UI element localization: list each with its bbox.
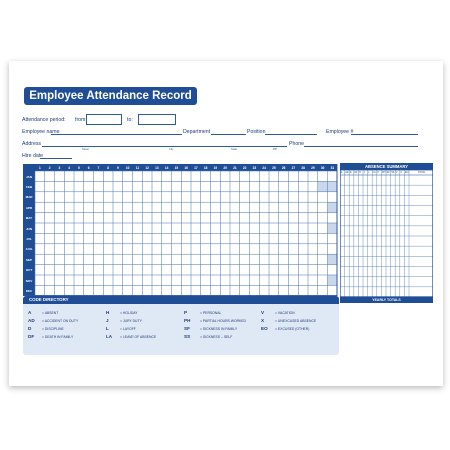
attendance-period-label: Attendance period: — [22, 117, 66, 123]
code-description: = JURY DUTY — [120, 318, 142, 323]
code-directory-title: CODE DIRECTORY — [23, 296, 339, 304]
day-number: 4 — [68, 165, 71, 170]
day-number: 22 — [242, 165, 247, 170]
day-number: 11 — [135, 165, 140, 170]
month-label: JUN — [25, 226, 32, 231]
absence-column-label: A — [340, 170, 343, 174]
hire-date-field[interactable] — [40, 158, 72, 159]
month-label: JUL — [26, 237, 32, 241]
month-label: NOV — [25, 278, 33, 283]
absence-column-label: EO — [405, 170, 409, 174]
day-number: 14 — [164, 165, 169, 170]
day-number: 23 — [252, 165, 257, 170]
absence-summary-grid — [340, 170, 433, 297]
code-abbreviation: A — [28, 310, 32, 315]
department-label: Department — [183, 129, 211, 135]
month-label: DEC — [25, 289, 33, 293]
absence-column-label: SF — [386, 170, 390, 174]
day-number: 5 — [78, 165, 80, 170]
code-abbreviation: EO — [261, 326, 268, 331]
attendance-grid — [23, 164, 338, 296]
day-number: 13 — [155, 165, 159, 170]
code-abbreviation: PH — [184, 318, 191, 323]
absence-summary-title: ABSENCE SUMMARY — [340, 163, 433, 170]
from-label: from: — [75, 117, 87, 123]
month-label: SEP — [25, 257, 32, 262]
day-number: 28 — [301, 165, 305, 170]
day-number: 17 — [194, 165, 198, 170]
day-number: 29 — [311, 165, 315, 170]
day-number: 24 — [262, 165, 266, 170]
day-number: 31 — [330, 165, 335, 170]
day-number: 7 — [97, 165, 100, 170]
phone-field[interactable] — [304, 146, 418, 147]
month-label: MAR — [25, 195, 33, 200]
day-number: 21 — [233, 165, 237, 170]
city-caption: City — [169, 148, 174, 151]
day-number: 8 — [107, 165, 110, 170]
address-label: Address — [22, 141, 42, 147]
code-abbreviation: X — [261, 318, 265, 323]
code-description: = SICKNESS – SELF — [200, 334, 233, 339]
to-label: to: — [127, 117, 133, 123]
code-directory-box — [23, 296, 339, 355]
day-number: 1 — [39, 165, 41, 170]
code-description: = VACATION — [275, 310, 295, 315]
absence-column-label: AD — [345, 170, 349, 174]
to-date-field[interactable] — [138, 114, 176, 125]
code-description: = ABSENT — [42, 310, 59, 315]
month-label: JAN — [25, 174, 32, 179]
month-label: OCT — [25, 268, 33, 273]
day-number: 20 — [223, 165, 227, 170]
employee-name-label: Employee name — [22, 129, 60, 135]
code-abbreviation: DF — [28, 334, 35, 339]
state-caption: State — [231, 148, 238, 151]
zip-caption: ZIP — [273, 148, 278, 151]
month-label: AUG — [25, 247, 33, 252]
form-title: Employee Attendance Record — [24, 87, 197, 105]
code-description: = UNEXCUSED ABSENCE — [275, 318, 317, 323]
absence-column-label: V — [395, 170, 398, 174]
phone-label: Phone — [289, 141, 305, 147]
employee-number-label: Employee # — [326, 129, 354, 135]
code-abbreviation: D — [28, 326, 32, 331]
day-number: 19 — [213, 165, 218, 170]
code-description: = DEATH IN FAMILY — [42, 334, 74, 339]
day-number: 6 — [87, 165, 90, 170]
code-abbreviation: SS — [184, 334, 191, 339]
absence-column-label: PH — [382, 170, 386, 174]
absence-column-label: J — [363, 170, 365, 174]
day-number: 30 — [320, 165, 325, 170]
code-abbreviation: SF — [184, 326, 190, 331]
code-abbreviation: J — [106, 318, 109, 323]
code-description: = PERSONAL — [200, 310, 222, 315]
day-number: 2 — [48, 165, 51, 170]
absence-column-label: DF — [354, 170, 358, 174]
code-description: = PARTIAL HOURS WORKED — [200, 318, 247, 323]
attendance-form-sheet — [9, 61, 443, 386]
yearly-totals-label: YEARLY TOTALS — [340, 297, 433, 303]
code-description: = SICKNESS IN FAMILY — [200, 326, 238, 331]
month-label: APR — [25, 205, 33, 210]
day-number: 9 — [117, 165, 119, 170]
absence-column-label: P — [377, 170, 379, 174]
hire-date-label: Hire date — [22, 153, 44, 159]
code-description: = DISCIPLINE — [42, 326, 64, 331]
position-label: Position — [247, 129, 266, 135]
address-field[interactable] — [42, 146, 287, 147]
day-number: 3 — [58, 165, 61, 170]
code-abbreviation: AD — [28, 318, 35, 323]
absence-column-label: H — [359, 170, 361, 174]
code-description: = EXCUSED (OTHER) — [275, 326, 310, 331]
absence-column-label: L — [368, 170, 370, 174]
code-description: = HOLIDAY — [120, 310, 138, 315]
code-abbreviation: P — [184, 310, 188, 315]
code-abbreviation: H — [106, 310, 110, 315]
day-number: 18 — [203, 165, 208, 170]
code-abbreviation: L — [106, 326, 109, 331]
code-description: = LEAVE OF ABSENCE — [120, 334, 157, 339]
absence-column-label: TOTAL — [418, 170, 426, 174]
day-number: 15 — [174, 165, 179, 170]
absence-column-label: X — [400, 170, 402, 174]
department-field[interactable] — [211, 134, 246, 135]
employee-number-field[interactable] — [351, 134, 418, 135]
day-number: 10 — [125, 165, 130, 170]
code-abbreviation: V — [261, 310, 265, 315]
absence-column-label: SS — [391, 170, 395, 174]
position-field[interactable] — [265, 134, 317, 135]
day-number: 12 — [145, 165, 149, 170]
from-date-field[interactable] — [86, 114, 122, 125]
month-label: FEB — [26, 185, 32, 189]
absence-column-label: LA — [372, 170, 376, 174]
month-label: MAY — [25, 216, 33, 221]
code-abbreviation: LA — [106, 334, 113, 339]
code-description: = ACCIDENT ON DUTY — [42, 318, 79, 323]
attendance-grid-lines — [23, 164, 338, 296]
employee-name-field[interactable] — [51, 134, 182, 135]
day-number: 25 — [272, 165, 276, 170]
street-caption: Street — [82, 148, 89, 151]
day-number: 27 — [291, 165, 296, 170]
absence-column-label: D — [349, 170, 352, 174]
code-description: = LAYOFF — [120, 326, 136, 331]
day-number: 26 — [281, 165, 286, 170]
day-number: 16 — [184, 165, 188, 170]
